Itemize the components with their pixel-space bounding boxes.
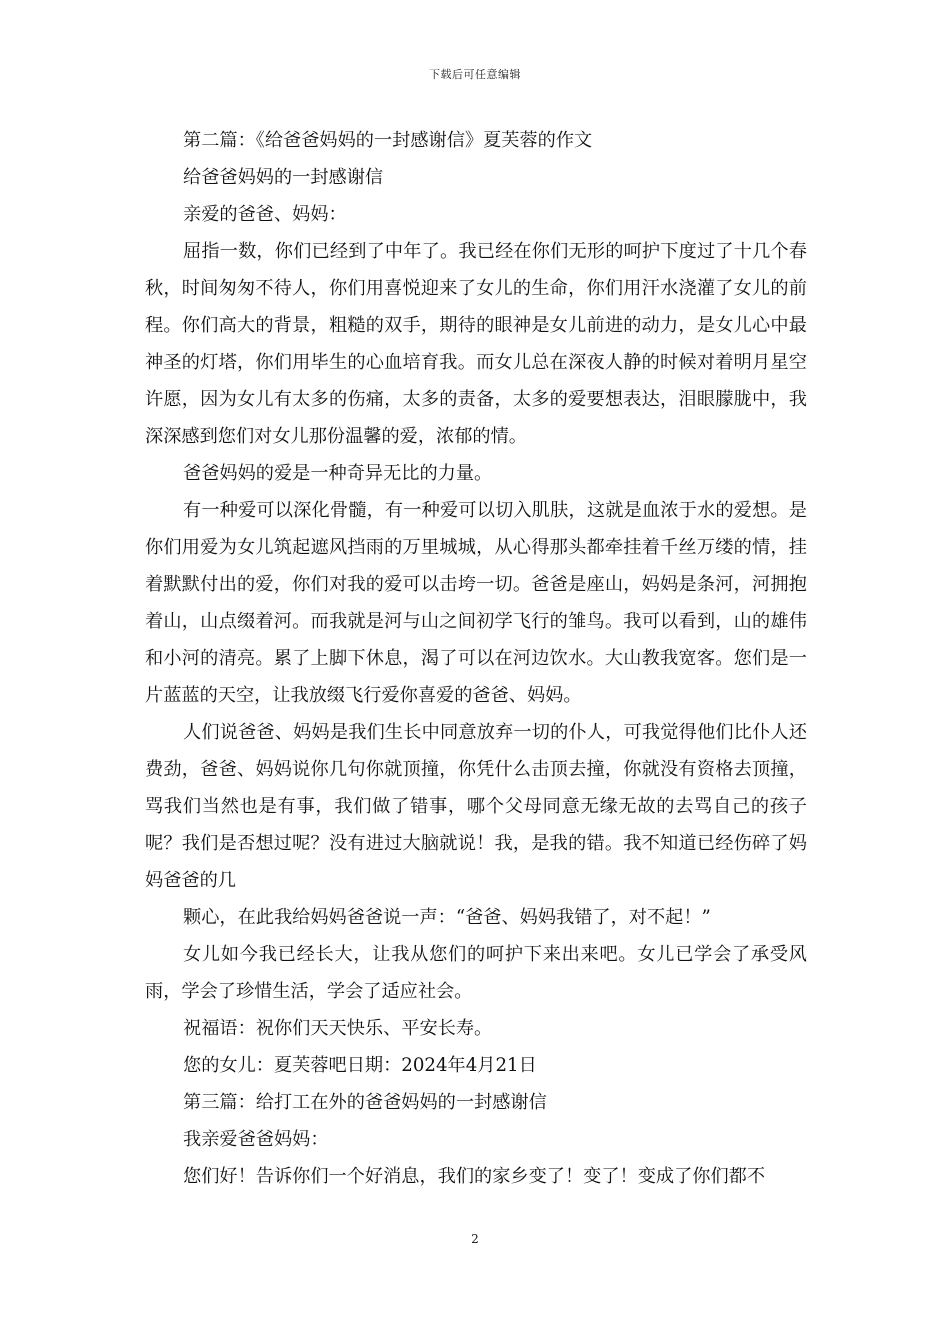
paragraph-section-title-2: 第二篇：《给爸爸妈妈的一封感谢信》夏芙蓉的作文 [183, 130, 593, 151]
paragraph-body-7: 您们好！告诉你们一个好消息，我们的家乡变了！变了！变成了你们都不 [183, 1166, 766, 1187]
paragraph-letter-title: 给爸爸妈妈的一封感谢信 [183, 167, 384, 188]
paragraph-body-1: 屈指一数，你们已经到了中年了。我已经在你们无形的呵护下度过了十几个春秋，时间匆匆不待人，你们用喜悦迎来了女儿的生命，你们用汗水浇灌了女儿的前程。你们高大的背景，粗糙的双手，期待的眼神是女儿前进的动力，是女儿心中最神圣的灯塔，你们用毕生的心血培育我。而女儿总在深夜人静的时候对着明月星空许愿，因为女儿有太多的伤痛，太多的责备，太多的爱要想表达，泪眼朦胧中，我深深感到您们对女儿那份温馨的爱，浓郁的情。 [145, 241, 807, 447]
paragraph-blessing: 祝福语：祝你们天天快乐、平安长寿。 [183, 1018, 493, 1039]
paragraph-salutation-2: 我亲爱爸爸妈妈： [183, 1129, 329, 1150]
paragraph-body-3: 有一种爱可以深化骨髓，有一种爱可以切入肌肤，这就是血浓于水的爱想。是你们用爱为女儿筑起遮风挡雨的万里城城，从心得那头都牵挂着千丝万缕的情，挂着默默付出的爱，你们对我的爱可以击垮一切。爸爸是座山，妈妈是条河，河拥抱着山，山点缀着河。而我就是河与山之间初学飞行的雏鸟。我可以看到，山的雄伟和小河的清亮。累了上脚下休息，渴了可以在河边饮水。大山教我宽客。您们是一片蓝蓝的天空，让我放缀飞行爱你喜爱的爸爸、妈妈。 [145, 500, 807, 706]
document-body [145, 122, 807, 1195]
paragraph-signature: 您的女儿：夏芙蓉吧日期：2024年4月21日 [183, 1055, 537, 1076]
paragraph-body-6: 女儿如今我已经长大，让我从您们的呵护下来出来吧。女儿已学会了承受风雨，学会了珍惜生活，学会了适应社会。 [145, 944, 807, 1002]
page-number: 2 [471, 1232, 479, 1246]
paragraph-body-4: 人们说爸爸、妈妈是我们生长中同意放弃一切的仆人，可我觉得他们比仆人还费劲，爸爸、妈妈说你几句你就顶撞，你凭什么击顶去撞，你就没有资格去顶撞，骂我们当然也是有事，我们做了错事，哪个父母同意无缘无故的去骂自己的孩子呢？我们是否想过呢？没有进过大脑就说！我，是我的错。我不知道已经伤碎了妈妈爸爸的几 [145, 722, 807, 891]
paragraph-section-title-3: 第三篇：给打工在外的爸爸妈妈的一封感谢信 [183, 1092, 547, 1113]
paragraph-salutation: 亲爱的爸爸、妈妈： [183, 204, 347, 225]
page-header: 下载后可任意编辑 [429, 68, 521, 81]
paragraph-body-5: 颗心，在此我给妈妈爸爸说一声：“爸爸、妈妈我错了，对不起！” [183, 907, 711, 928]
paragraph-body-2: 爸爸妈妈的爱是一种奇异无比的力量。 [183, 463, 493, 484]
